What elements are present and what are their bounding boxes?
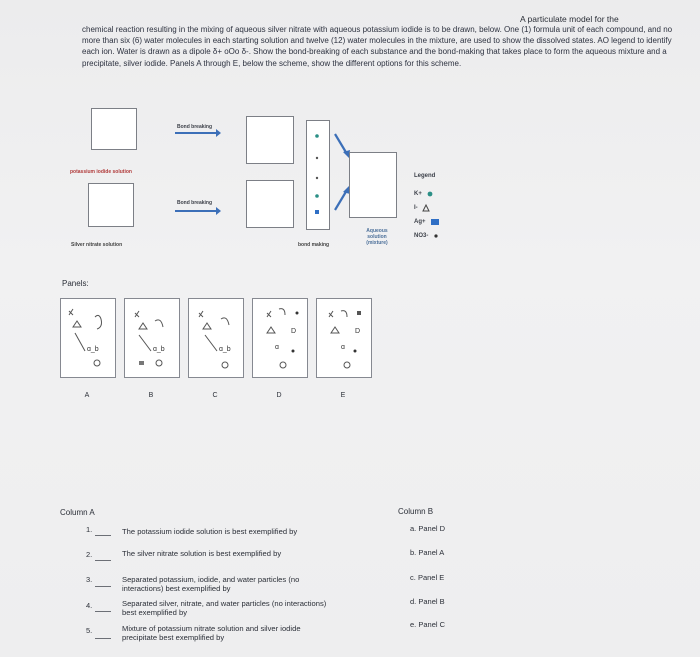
bond-making-label: bond making (298, 242, 330, 248)
panel-letter-b: B (148, 392, 154, 399)
panel-e (316, 298, 372, 378)
svg-text:ɑ: ɑ (275, 344, 279, 351)
column-a-heading: Column A (60, 508, 95, 517)
question-text: The potassium iodide solution is best exemplified by (122, 527, 298, 536)
panel-a (60, 298, 116, 378)
panel-a-sketch (61, 299, 115, 377)
option-b: b. Panel A (410, 548, 445, 557)
silver-square-icon (430, 218, 440, 226)
answer-blank-4[interactable] (95, 611, 111, 612)
legend-item-iodide: I- (414, 201, 440, 215)
intro-title: A particulate model for the (520, 14, 619, 24)
potassium-iodide-label: potassium iodide solution (70, 169, 132, 175)
svg-text:D: D (355, 328, 361, 335)
question-text: Separated potassium, iodide, and water particles (no interactions) best exemplified by (122, 575, 300, 594)
option-d: d. Panel B (410, 597, 445, 606)
bond-breaking-label-2: Bond breaking (177, 200, 213, 206)
legend-item-nitrate: NO3- (414, 229, 440, 243)
legend (414, 173, 440, 243)
aqueous-mixture-label: Aqueous solution (mixture) (366, 228, 388, 246)
option-a: a. Panel D (410, 524, 446, 533)
question-number: 3. (86, 575, 93, 584)
silver-nitrate-label: Silver nitrate solution (71, 242, 123, 248)
question-text: Mixture of potassium nitrate solution and silver iodide precipitate best exemplified by (122, 624, 301, 643)
question-number: 2. (86, 550, 93, 559)
separated-agno3-box (246, 180, 294, 228)
legend-item-potassium: K+ (414, 187, 440, 201)
question-text: The silver nitrate solution is best exemplified by (122, 549, 282, 558)
nitrate-dot-icon (432, 232, 440, 240)
legend-item-silver: Ag+ (414, 215, 440, 229)
panel-c (188, 298, 244, 378)
aqueous-mixture-box (349, 152, 397, 218)
potassium-dot-icon (426, 190, 434, 198)
svg-text:ɑ_b: ɑ_b (219, 346, 231, 353)
panel-c-sketch (189, 299, 243, 377)
separated-ki-box (246, 116, 294, 164)
option-c: c. Panel E (410, 573, 445, 582)
svg-text:ɑ_b: ɑ_b (87, 346, 99, 353)
answer-blank-2[interactable] (95, 560, 111, 561)
silver-nitrate-box (88, 183, 134, 227)
column-b-heading: Column B (398, 507, 434, 516)
ion-strip-particles (306, 120, 328, 228)
panel-e-sketch (317, 299, 371, 377)
svg-text:ɑ: ɑ (341, 344, 345, 351)
bond-breaking-arrow-1 (175, 132, 217, 134)
question-text: Separated silver, nitrate, and water particles (no interactions) best exemplified by (122, 599, 327, 618)
answer-blank-3[interactable] (95, 586, 111, 587)
intro-paragraph: chemical reaction resulting in the mixing of aqueous silver nitrate with aqueous potassium iodide is to be drawn, below. One (1) formula unit of each compound, and no more than six (6) water molecules in each starting solution and twelve (12) water molecules in the mixture, are used to show the dissolved states. AO legend to identify each ion. Water is drawn as a dipole δ+ oOo δ-. Show the bond-breaking of each substance and the bond-making that takes place to form the aqueous mixture and a precipitate, silver iodide. Panels A through E, below the scheme, show the different options for this scheme. (82, 25, 673, 68)
svg-text:ɑ_b: ɑ_b (153, 346, 165, 353)
potassium-iodide-box (91, 108, 137, 150)
question-number: 1. (86, 525, 93, 534)
panel-b-sketch (125, 299, 179, 377)
panel-d (252, 298, 308, 378)
bond-breaking-label-1: Bond breaking (177, 124, 213, 130)
panel-letter-c: C (212, 392, 218, 399)
answer-blank-1[interactable] (95, 535, 111, 536)
panel-d-sketch (253, 299, 307, 377)
answer-blank-5[interactable] (95, 638, 111, 639)
option-e: e. Panel C (410, 620, 446, 629)
svg-text:D: D (291, 328, 297, 335)
panel-letter-d: D (276, 392, 282, 399)
panel-b (124, 298, 180, 378)
iodide-triangle-icon (422, 204, 430, 212)
legend-title: Legend (414, 173, 436, 179)
question-number: 5. (86, 626, 93, 635)
question-number: 4. (86, 601, 93, 610)
panel-letter-a: A (84, 392, 90, 399)
panels-label: Panels: (62, 279, 89, 288)
panel-letter-e: E (340, 392, 346, 399)
bond-breaking-arrow-2 (175, 210, 217, 212)
